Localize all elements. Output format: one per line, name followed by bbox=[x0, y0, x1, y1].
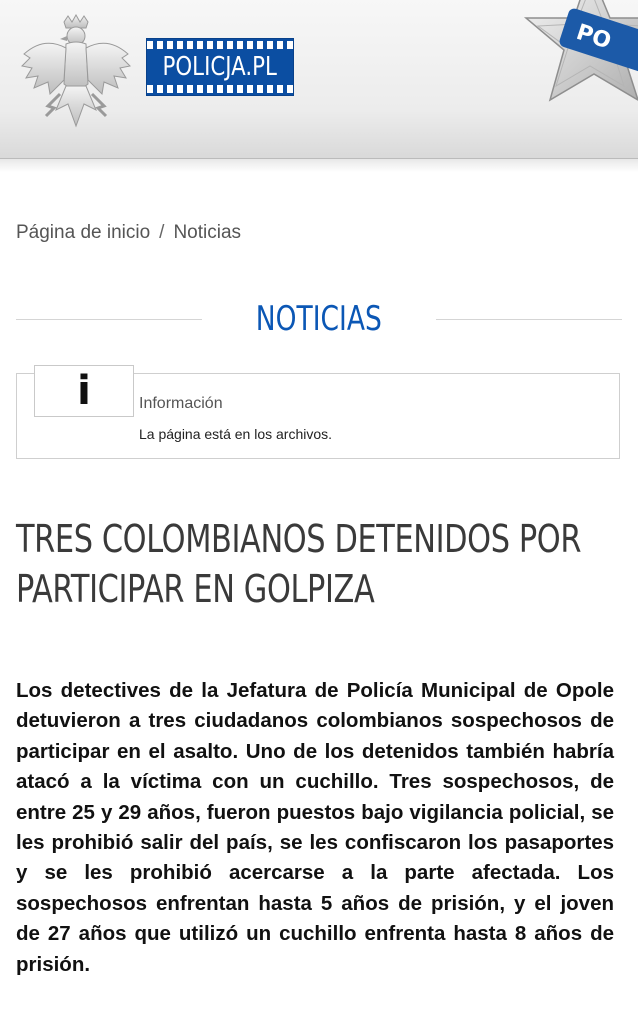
logo-film-strip-top bbox=[147, 41, 293, 49]
polish-eagle-icon[interactable] bbox=[20, 14, 132, 136]
info-message: La página está en los archivos. bbox=[139, 426, 333, 442]
info-icon: i bbox=[34, 365, 134, 417]
breadcrumb-separator: / bbox=[159, 222, 165, 243]
logo-text: POLICJA.PL bbox=[162, 52, 278, 82]
divider-left bbox=[16, 319, 202, 320]
breadcrumb bbox=[16, 222, 241, 244]
divider-right bbox=[436, 319, 622, 320]
site-logo[interactable] bbox=[146, 38, 294, 96]
logo-film-strip-bottom bbox=[147, 85, 293, 93]
article-lead: Los detectives de la Jefatura de Policía Municipal de Opole detuvieron a tres ciudadanos colombianos sospechosos de participar en el asalto. Uno de los detenidos también habría atacó a la víctima con un cuchillo. Tres sospechosos, de entre 25 y 29 años, fueron puestos bajo vigilancia policial, se les prohibió salir del país, se les confiscaron los pasaportes y se les prohibió acercarse a la parte afectada. Los sospechosos enfrentan hasta 5 años de prisión, y el joven de 27 años que utilizó un cuchillo enfrenta hasta 8 años de prisión. bbox=[16, 679, 614, 976]
breadcrumb-news-link[interactable]: Noticias bbox=[173, 222, 242, 243]
section-heading bbox=[16, 296, 622, 342]
site-header bbox=[0, 0, 638, 159]
breadcrumb-home-link[interactable]: Página de inicio bbox=[16, 222, 151, 243]
section-title: NOTICIAS bbox=[255, 299, 383, 339]
badge-text: PO bbox=[573, 19, 615, 55]
info-title: Información bbox=[139, 395, 223, 412]
police-star-badge-icon bbox=[498, 0, 638, 159]
article-title: TRES COLOMBIANOS DETENIDOS POR PARTICIPAR EN GOLPIZA bbox=[16, 517, 582, 611]
header-shadow bbox=[0, 158, 638, 172]
info-notice bbox=[16, 368, 620, 459]
